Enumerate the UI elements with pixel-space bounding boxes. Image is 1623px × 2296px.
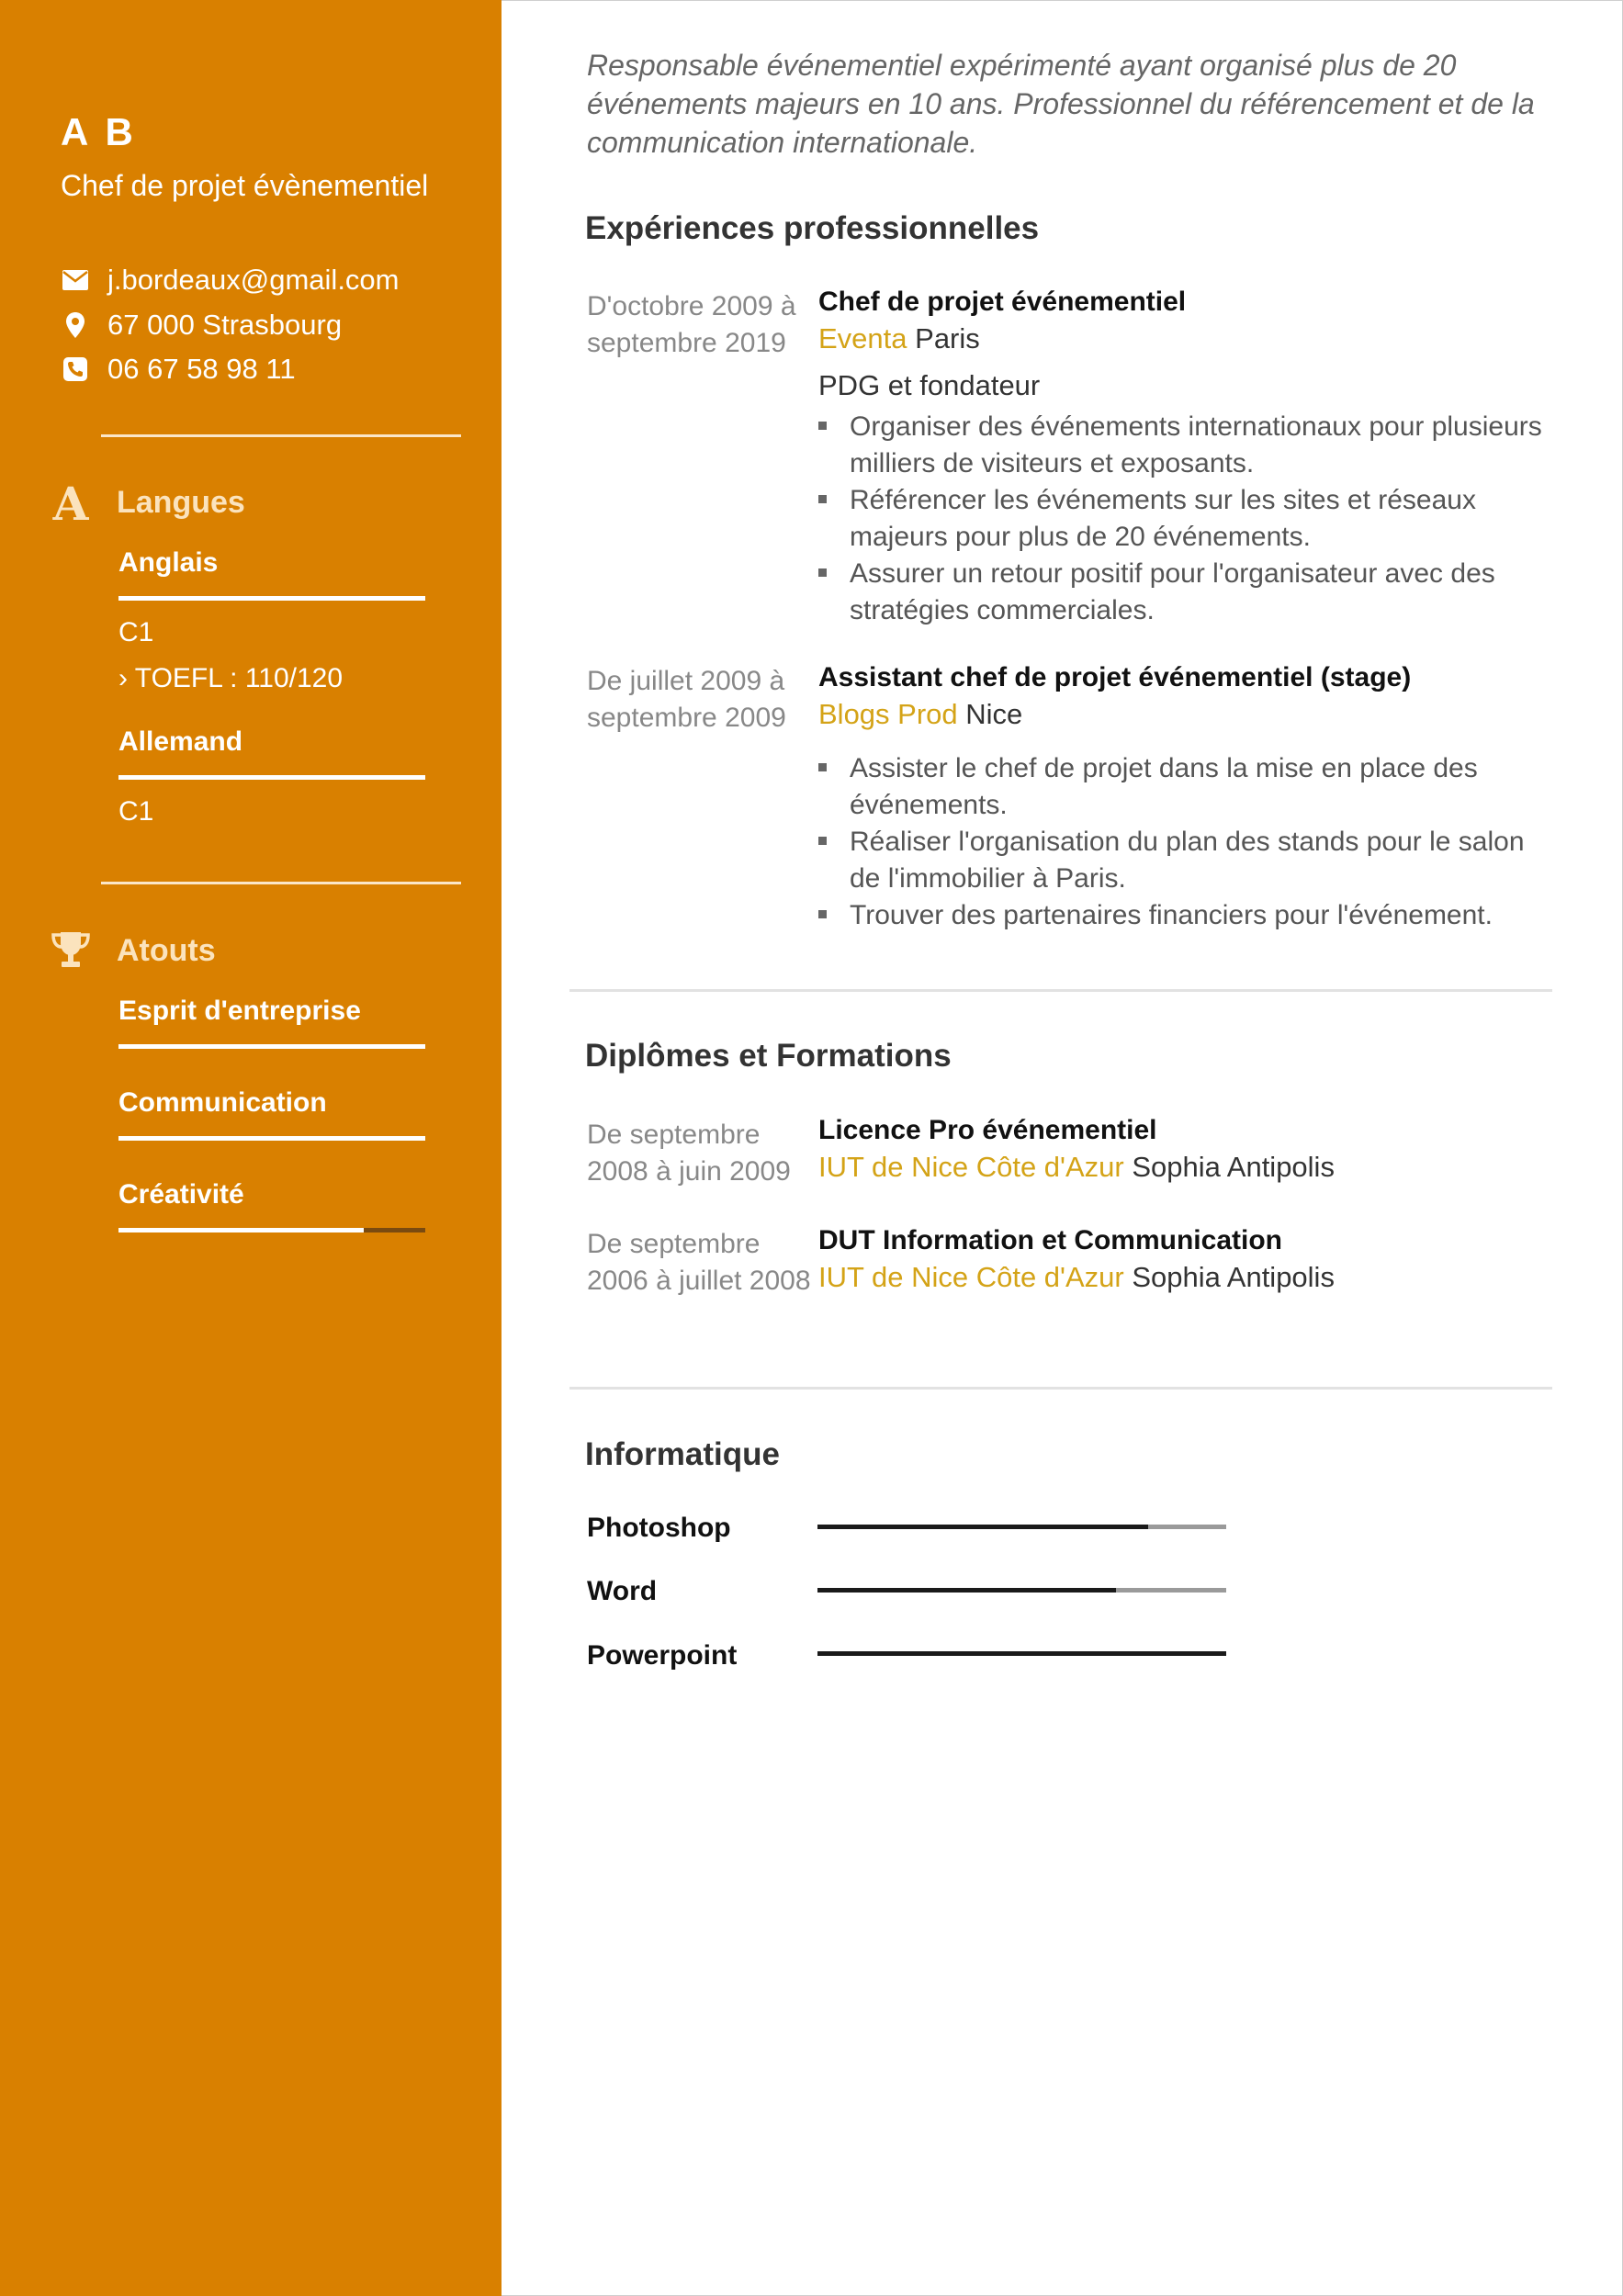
list-item: Organiser des événements internationaux pour plusieurs milliers de visiteurs et exposants.: [818, 409, 1553, 482]
company-name: Blogs Prod: [818, 698, 958, 730]
map-pin-icon: [61, 310, 90, 340]
language-level: C1: [118, 617, 154, 647]
strength-name: Créativité: [118, 1179, 244, 1210]
experience-role: PDG et fondateur: [818, 369, 1041, 401]
phone-text: 06 67 58 98 11: [107, 353, 296, 385]
strength-name: Esprit d'entreprise: [118, 996, 361, 1026]
skill-name: Photoshop: [587, 1513, 731, 1543]
contact-phone[interactable]: [61, 351, 483, 388]
profile-summary: Responsable événementiel expérimenté ayant organisé plus de 20 événements majeurs en 10 ans. Professionnel du référencement et de la communication internationale.: [587, 49, 1535, 159]
list-item: Assister le chef de projet dans la mise en place des événements.: [818, 750, 1553, 824]
company-name: Eventa: [818, 322, 907, 355]
experience-company: [818, 322, 980, 355]
sidebar-divider: [101, 882, 461, 884]
list-item: Assurer un retour positif pour l'organisateur avec des stratégies commerciales.: [818, 556, 1553, 629]
skill-name: Word: [587, 1576, 658, 1606]
computing-section-title: Informatique: [585, 1436, 780, 1472]
school-name: IUT de Nice Côte d'Azur: [818, 1261, 1124, 1293]
svg-text:A: A: [52, 481, 89, 523]
address-text: 67 000 Strasbourg: [107, 309, 343, 341]
company-city: Nice: [965, 698, 1023, 730]
section-divider: [569, 1387, 1552, 1390]
section-divider: [569, 989, 1552, 992]
experience-date: D'octobre 2009 à septembre 2019: [587, 291, 796, 358]
school-name: IUT de Nice Côte d'Azur: [818, 1151, 1124, 1183]
candidate-name: A B: [61, 110, 137, 153]
experience-title: Chef de projet événementiel: [818, 287, 1187, 317]
education-date: De septembre 2008 à juin 2009: [587, 1120, 791, 1187]
education-title: Licence Pro événementiel: [818, 1115, 1157, 1145]
skill-level-bar: [817, 1525, 1226, 1529]
experience-section-title: Expériences professionnelles: [585, 210, 1040, 246]
contact-address: [61, 307, 483, 343]
experience-company: [818, 698, 1022, 731]
strength-level-bar: [118, 1136, 425, 1141]
strengths-section-title: [48, 925, 470, 976]
languages-section-title: [48, 477, 470, 528]
experience-title: Assistant chef de projet événementiel (stage): [818, 662, 1412, 692]
languages-title: Langues: [117, 484, 245, 520]
language-detail: › TOEFL : 110/120: [118, 663, 344, 693]
letter-a-icon: [48, 479, 94, 525]
company-city: Paris: [915, 322, 980, 355]
language-name: Anglais: [118, 547, 219, 578]
phone-icon: [61, 355, 90, 384]
education-section-title: Diplômes et Formations: [585, 1038, 952, 1074]
education-title: DUT Information et Communication: [818, 1225, 1282, 1255]
sidebar-divider: [101, 434, 461, 437]
candidate-job-title: Chef de projet évènementiel: [61, 169, 429, 202]
list-item: Référencer les événements sur les sites et réseaux majeurs pour plus de 20 événements.: [818, 482, 1553, 556]
language-bar: [118, 775, 425, 780]
contact-email[interactable]: [61, 262, 483, 298]
envelope-icon: [61, 265, 90, 295]
experience-bullets: [818, 750, 1553, 934]
list-item: Trouver des partenaires financiers pour l'événement.: [818, 897, 1553, 934]
list-item: Réaliser l'organisation du plan des stands pour le salon de l'immobilier à Paris.: [818, 824, 1553, 897]
education-school: [818, 1261, 1335, 1294]
experience-date: De juillet 2009 à septembre 2009: [587, 666, 786, 733]
skill-level-bar: [817, 1588, 1226, 1593]
strength-level-bar: [118, 1044, 425, 1049]
school-city: Sophia Antipolis: [1132, 1151, 1335, 1183]
education-school: [818, 1151, 1335, 1184]
skill-name: Powerpoint: [587, 1640, 738, 1671]
experience-bullets: [818, 409, 1553, 629]
language-bar: [118, 596, 425, 601]
strength-level-bar: [118, 1228, 425, 1232]
education-date: De septembre 2006 à juillet 2008: [587, 1229, 811, 1296]
sidebar: [0, 0, 502, 2296]
language-name: Allemand: [118, 726, 243, 757]
email-text: j.bordeaux@gmail.com: [107, 264, 400, 296]
school-city: Sophia Antipolis: [1132, 1261, 1335, 1293]
trophy-icon: [48, 928, 94, 974]
strengths-title: Atouts: [117, 932, 216, 968]
strength-name: Communication: [118, 1087, 327, 1118]
language-level: C1: [118, 796, 154, 827]
skill-level-bar: [817, 1651, 1226, 1656]
